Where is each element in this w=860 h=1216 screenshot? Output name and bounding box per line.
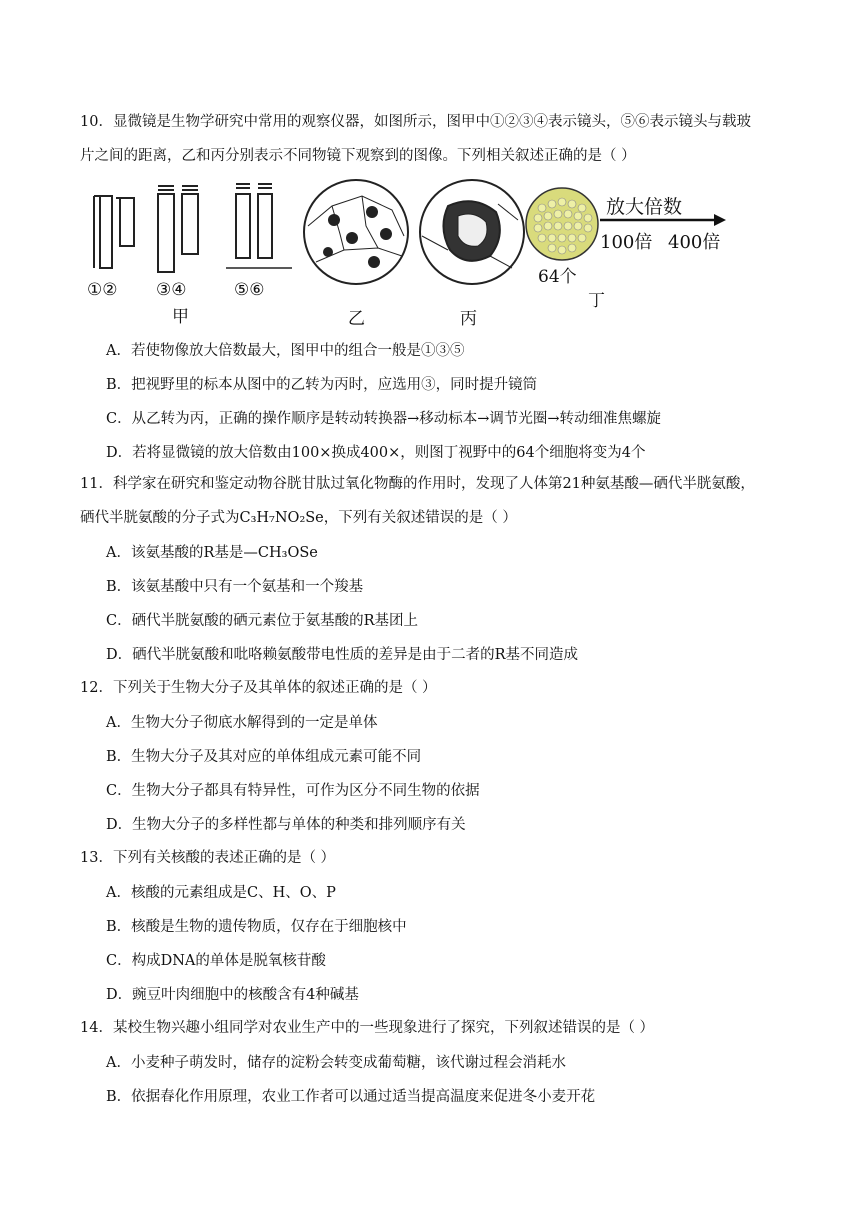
- q12-option-b: B．生物大分子及其对应的单体组成元素可能不同: [106, 749, 422, 765]
- question-14-stem: 14．某校生物兴趣小组同学对农业生产中的一些现象进行了探究，下列叙述错误的是（ ）: [80, 1020, 655, 1036]
- q10-option-b: B．把视野里的标本从图中的乙转为丙时，应选用③，同时提升镜筒: [106, 377, 538, 393]
- q11-option-d: D．硒代半胱氨酸和吡咯赖氨酸带电性质的差异是由于二者的R基不同造成: [106, 647, 579, 663]
- label-pair3: ⑤⑥: [234, 280, 265, 300]
- label-mag-high: 400倍: [668, 232, 721, 253]
- label-count: 64个: [538, 267, 577, 287]
- q11-option-b: B．该氨基酸中只有一个氨基和一个羧基: [106, 579, 364, 595]
- lens-pair-2: [158, 186, 198, 272]
- question-13-stem: 13．下列有关核酸的表述正确的是（ ）: [80, 850, 336, 866]
- q14-option-b: B．依据春化作用原理，农业工作者可以通过适当提高温度来促进冬小麦开花: [106, 1089, 596, 1105]
- question-11-stem-line1: 11．科学家在研究和鉴定动物谷胱甘肽过氧化物酶的作用时，发现了人体第21种氨基酸—硒代半胱氨酸，: [80, 476, 755, 492]
- q10-option-c: C．从乙转为丙，正确的操作顺序是转动转换器→移动标本→调节光圈→转动细准焦螺旋: [106, 411, 662, 427]
- q11-option-a: A．该氨基酸的R基是—CH₃OSe: [106, 545, 318, 561]
- question-11-stem-line2: 硒代半胱氨酸的分子式为C₃H₇NO₂Se，下列有关叙述错误的是（ ）: [80, 510, 517, 526]
- label-ding: 丁: [588, 291, 605, 311]
- q13-option-b: B．核酸是生物的遗传物质，仅存在于细胞核中: [106, 919, 407, 935]
- label-pair1: ①②: [87, 280, 118, 300]
- view-yi: [304, 180, 408, 284]
- question-10-stem-line1: 10．显微镜是生物学研究中常用的观察仪器，如图所示，图甲中①②③④表示镜头，⑤⑥表示镜头与载玻: [80, 114, 751, 130]
- q12-option-a: A．生物大分子彻底水解得到的一定是单体: [106, 715, 378, 731]
- question-10-stem-line2: 片之间的距离，乙和丙分别表示不同物镜下观察到的图像。下列相关叙述正确的是（ ）: [80, 148, 636, 164]
- label-pair2: ③④: [156, 280, 187, 300]
- lens-pair-1: [94, 196, 134, 268]
- q10-option-a: A．若使物像放大倍数最大，图甲中的组合一般是①③⑤: [106, 343, 465, 359]
- lens-pair-3: [226, 184, 292, 268]
- label-yi: 乙: [348, 309, 365, 329]
- label-arrow-title: 放大倍数: [606, 196, 683, 218]
- view-ding: [526, 188, 598, 260]
- question-12-stem: 12．下列关于生物大分子及其单体的叙述正确的是（ ）: [80, 680, 437, 696]
- view-bing: [420, 180, 524, 284]
- q14-option-a: A．小麦种子萌发时，储存的淀粉会转变成葡萄糖，该代谢过程会消耗水: [106, 1055, 566, 1071]
- label-jia: 甲: [172, 307, 189, 327]
- q10-option-d: D．若将显微镜的放大倍数由100×换成400×，则图丁视野中的64个细胞将变为4个: [106, 445, 646, 461]
- q13-option-a: A．核酸的元素组成是C、H、O、P: [106, 885, 336, 901]
- q12-option-d: D．生物大分子的多样性都与单体的种类和排列顺序有关: [106, 817, 466, 833]
- microscope-figure: [86, 176, 736, 336]
- q12-option-c: C．生物大分子都具有特异性，可作为区分不同生物的依据: [106, 783, 480, 799]
- label-mag-low: 100倍: [600, 232, 653, 253]
- q13-option-c: C．构成DNA的单体是脱氧核苷酸: [106, 953, 326, 969]
- q11-option-c: C．硒代半胱氨酸的硒元素位于氨基酸的R基团上: [106, 613, 419, 629]
- q13-option-d: D．豌豆叶肉细胞中的核酸含有4种碱基: [106, 987, 359, 1003]
- label-bing: 丙: [460, 309, 477, 329]
